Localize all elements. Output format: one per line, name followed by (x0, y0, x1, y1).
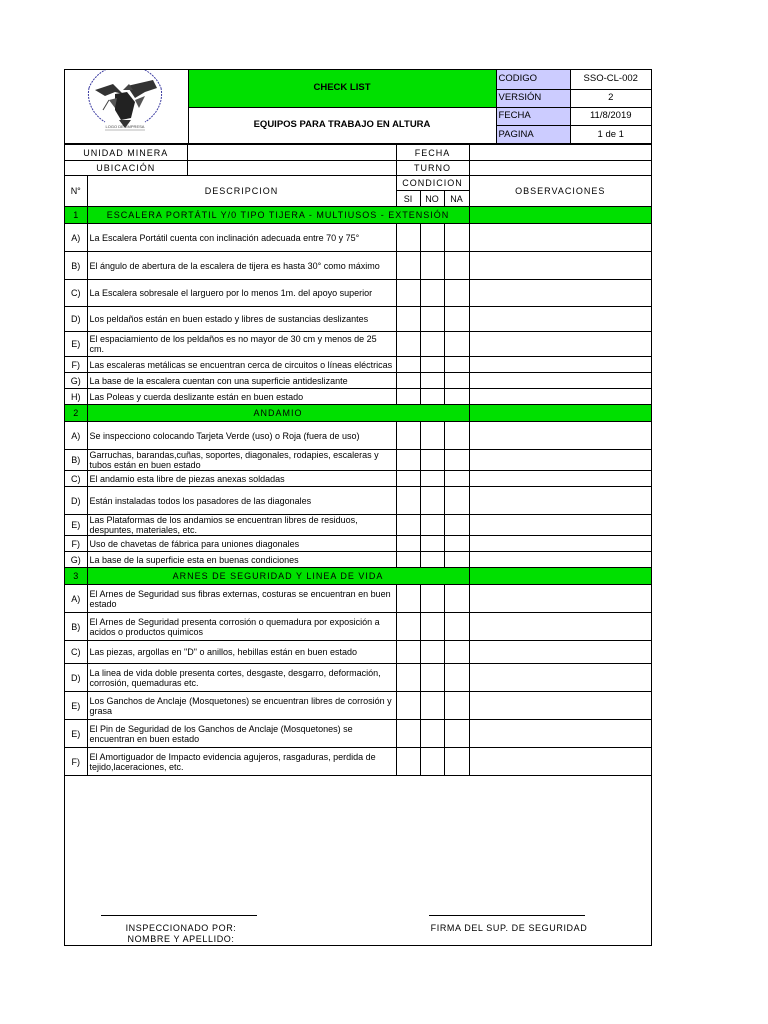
item-observaciones-field[interactable] (469, 536, 651, 552)
item-si-checkbox[interactable] (396, 515, 420, 536)
item-no-checkbox[interactable] (420, 664, 444, 692)
document-subtitle: EQUIPOS PARA TRABAJO EN ALTURA (188, 107, 496, 144)
item-no-checkbox[interactable] (420, 389, 444, 405)
item-no-checkbox[interactable] (420, 585, 444, 613)
item-na-checkbox[interactable] (444, 692, 469, 720)
item-no-checkbox[interactable] (420, 552, 444, 568)
item-letter: A) (65, 224, 87, 252)
item-description: El Pin de Seguridad de los Ganchos de Anclaje (Mosquetones) se encuentran en buen estado (87, 720, 396, 748)
item-letter: D) (65, 307, 87, 332)
item-observaciones-field[interactable] (469, 307, 651, 332)
item-letter: F) (65, 748, 87, 776)
item-description: Las Poleas y cuerda deslizante están en buen estado (87, 389, 396, 405)
item-observaciones-field[interactable] (469, 389, 651, 405)
checklist-item-row (65, 332, 651, 357)
item-letter: D) (65, 487, 87, 515)
checklist-item-row (65, 450, 651, 471)
item-letter: H) (65, 389, 87, 405)
item-description: La Escalera Portátil cuenta con inclinación adecuada entre 70 y 75° (87, 224, 396, 252)
item-observaciones-field[interactable] (469, 720, 651, 748)
checklist-item-row (65, 720, 651, 748)
item-si-checkbox[interactable] (396, 720, 420, 748)
item-description: Los Ganchos de Anclaje (Mosquetones) se encuentran libres de corrosión y grasa (87, 692, 396, 720)
item-si-checkbox[interactable] (396, 471, 420, 487)
item-observaciones-field[interactable] (469, 252, 651, 280)
item-no-checkbox[interactable] (420, 280, 444, 307)
item-si-checkbox[interactable] (396, 692, 420, 720)
checklist-sheet (64, 69, 652, 946)
item-observaciones-field[interactable] (469, 585, 651, 613)
item-no-checkbox[interactable] (420, 471, 444, 487)
item-na-checkbox[interactable] (444, 422, 469, 450)
item-na-checkbox[interactable] (444, 487, 469, 515)
item-na-checkbox[interactable] (444, 471, 469, 487)
column-no-header: NO (420, 191, 444, 207)
section-number: 3 (65, 568, 87, 585)
checklist-item-row (65, 613, 651, 641)
item-no-checkbox[interactable] (420, 720, 444, 748)
checklist-item-row (65, 692, 651, 720)
ubicacion-field[interactable] (187, 161, 396, 176)
checklist-item-row (65, 252, 651, 280)
item-na-checkbox[interactable] (444, 748, 469, 776)
item-description: El Arnes de Seguridad sus fibras externas, costuras se encuentran en buen estado (87, 585, 396, 613)
item-no-checkbox[interactable] (420, 422, 444, 450)
company-logo (65, 70, 188, 144)
item-letter: B) (65, 613, 87, 641)
item-observaciones-field[interactable] (469, 224, 651, 252)
unidad-minera-label: UNIDAD MINERA (65, 145, 187, 161)
checklist-item-row (65, 748, 651, 776)
header-table (65, 70, 651, 144)
item-observaciones-field[interactable] (469, 515, 651, 536)
item-na-checkbox[interactable] (444, 357, 469, 373)
item-letter: B) (65, 450, 87, 471)
item-si-checkbox[interactable] (396, 252, 420, 280)
checklist-item-row (65, 422, 651, 450)
item-letter: C) (65, 280, 87, 307)
section-title: ESCALERA PORTÁTIL Y/0 TIPO TIJERA - MULTIUSOS - EXTENSIÓN (87, 207, 469, 224)
item-si-checkbox[interactable] (396, 332, 420, 357)
section-title: ARNES DE SEGURIDAD Y LINEA DE VIDA (87, 568, 469, 585)
item-no-checkbox[interactable] (420, 536, 444, 552)
item-no-checkbox[interactable] (420, 641, 444, 664)
item-description: El ángulo de abertura de la escalera de tijera es hasta 30° como máximo (87, 252, 396, 280)
meta-label-pagina: PAGINA (496, 126, 570, 144)
item-description: El andamio esta libre de piezas anexas soldadas (87, 471, 396, 487)
item-na-checkbox[interactable] (444, 552, 469, 568)
signature-area (65, 789, 651, 945)
item-no-checkbox[interactable] (420, 748, 444, 776)
item-description: El Arnes de Seguridad presenta corrosión o quemadura por exposición a acidos o productos quimicos (87, 613, 396, 641)
item-letter: A) (65, 585, 87, 613)
item-na-checkbox[interactable] (444, 332, 469, 357)
checklist-item-row (65, 357, 651, 373)
supervisor-label: FIRMA DEL SUP. DE SEGURIDAD (430, 923, 588, 933)
item-description: Uso de chavetas de fábrica para uniones diagonales (87, 536, 396, 552)
item-si-checkbox[interactable] (396, 552, 420, 568)
item-si-checkbox[interactable] (396, 613, 420, 641)
item-no-checkbox[interactable] (420, 373, 444, 389)
item-no-checkbox[interactable] (420, 357, 444, 373)
meta-value-pagina: 1 de 1 (570, 126, 651, 144)
meta-value-version: 2 (570, 89, 651, 107)
item-letter: E) (65, 692, 87, 720)
checklist-table (65, 144, 651, 776)
item-si-checkbox[interactable] (396, 389, 420, 405)
checklist-item-row (65, 389, 651, 405)
item-letter: E) (65, 515, 87, 536)
item-na-checkbox[interactable] (444, 389, 469, 405)
section-number: 2 (65, 405, 87, 422)
column-condicion-header: CONDICION (396, 176, 469, 191)
item-no-checkbox[interactable] (420, 252, 444, 280)
item-si-checkbox[interactable] (396, 357, 420, 373)
item-na-checkbox[interactable] (444, 252, 469, 280)
item-letter: E) (65, 720, 87, 748)
item-na-checkbox[interactable] (444, 307, 469, 332)
item-description: La base de la superficie esta en buenas condiciones (87, 552, 396, 568)
meta-label-codigo: CODIGO (496, 70, 570, 89)
checklist-item-row (65, 224, 651, 252)
item-description: Los peldaños están en buen estado y libres de sustancias deslizantes (87, 307, 396, 332)
item-si-checkbox[interactable] (396, 307, 420, 332)
item-description: La linea de vida doble presenta cortes, desgaste, desgarro, deformación, corrosión, quemaduras etc. (87, 664, 396, 692)
item-letter: B) (65, 252, 87, 280)
item-no-checkbox[interactable] (420, 224, 444, 252)
item-na-checkbox[interactable] (444, 515, 469, 536)
item-description: El espaciamiento de los peldaños es no mayor de 30 cm y menos de 25 cm. (87, 332, 396, 357)
checklist-item-row (65, 641, 651, 664)
checklist-item-row (65, 471, 651, 487)
item-letter: D) (65, 664, 87, 692)
checklist-item-row (65, 280, 651, 307)
item-observaciones-field[interactable] (469, 664, 651, 692)
item-observaciones-field[interactable] (469, 487, 651, 515)
item-si-checkbox[interactable] (396, 585, 420, 613)
item-observaciones-field[interactable] (469, 613, 651, 641)
item-na-checkbox[interactable] (444, 536, 469, 552)
item-letter: G) (65, 552, 87, 568)
item-si-checkbox[interactable] (396, 664, 420, 692)
item-observaciones-field[interactable] (469, 280, 651, 307)
item-na-checkbox[interactable] (444, 280, 469, 307)
checklist-item-row (65, 664, 651, 692)
checklist-item-row (65, 487, 651, 515)
inspector-label-2: NOMBRE Y APELLIDO: (127, 934, 235, 944)
inspector-label-1: INSPECCIONADO POR: (125, 923, 237, 933)
item-na-checkbox[interactable] (444, 450, 469, 471)
section-observaciones (469, 568, 651, 585)
section-number: 1 (65, 207, 87, 224)
item-si-checkbox[interactable] (396, 748, 420, 776)
logo-text: LOGO DE EMPRESA (105, 124, 145, 129)
item-letter: C) (65, 641, 87, 664)
item-observaciones-field[interactable] (469, 692, 651, 720)
item-no-checkbox[interactable] (420, 692, 444, 720)
item-observaciones-field[interactable] (469, 422, 651, 450)
item-description: Garruchas, barandas,cuñas, soportes, diagonales, rodapies, escaleras y tubos están en buen estado (87, 450, 396, 471)
supervisor-signature-line[interactable] (429, 915, 585, 916)
checklist-item-row (65, 373, 651, 389)
item-si-checkbox[interactable] (396, 641, 420, 664)
checklist-item-row (65, 515, 651, 536)
item-description: Están instaladas todos los pasadores de las diagonales (87, 487, 396, 515)
item-no-checkbox[interactable] (420, 332, 444, 357)
checklist-item-row (65, 536, 651, 552)
checklist-item-row (65, 307, 651, 332)
item-description: Se inspecciono colocando Tarjeta Verde (uso) o Roja (fuera de uso) (87, 422, 396, 450)
section-title: ANDAMIO (87, 405, 469, 422)
column-observaciones-header: OBSERVACIONES (469, 176, 651, 207)
item-observaciones-field[interactable] (469, 373, 651, 389)
item-description: La base de la escalera cuentan con una superficie antideslizante (87, 373, 396, 389)
document-title: CHECK LIST (188, 70, 496, 107)
item-observaciones-field[interactable] (469, 332, 651, 357)
section-observaciones (469, 207, 651, 224)
column-si-header: SI (396, 191, 420, 207)
item-letter: E) (65, 332, 87, 357)
item-no-checkbox[interactable] (420, 515, 444, 536)
item-description: El Amortiguador de Impacto evidencia agujeros, rasgaduras, perdida de tejido,laceraciones, etc. (87, 748, 396, 776)
ubicacion-label: UBICACIÓN (65, 161, 187, 176)
unidad-minera-field[interactable] (187, 145, 396, 161)
item-observaciones-field[interactable] (469, 641, 651, 664)
section-observaciones (469, 405, 651, 422)
item-si-checkbox[interactable] (396, 487, 420, 515)
item-observaciones-field[interactable] (469, 748, 651, 776)
meta-label-fecha: FECHA (496, 107, 570, 126)
item-letter: C) (65, 471, 87, 487)
item-observaciones-field[interactable] (469, 552, 651, 568)
item-na-checkbox[interactable] (444, 585, 469, 613)
item-na-checkbox[interactable] (444, 641, 469, 664)
checklist-item-row (65, 585, 651, 613)
fecha-label: FECHA (396, 145, 469, 161)
item-description: La Escalera sobresale el larguero por lo menos 1m. del apoyo superior (87, 280, 396, 307)
meta-value-fecha: 11/8/2019 (570, 107, 651, 126)
item-letter: F) (65, 357, 87, 373)
item-si-checkbox[interactable] (396, 373, 420, 389)
inspector-signature-line[interactable] (101, 915, 257, 916)
column-num-header: N° (65, 176, 87, 207)
item-observaciones-field[interactable] (469, 450, 651, 471)
item-observaciones-field[interactable] (469, 471, 651, 487)
item-si-checkbox[interactable] (396, 224, 420, 252)
item-na-checkbox[interactable] (444, 664, 469, 692)
item-si-checkbox[interactable] (396, 422, 420, 450)
checklist-item-row (65, 552, 651, 568)
item-observaciones-field[interactable] (469, 357, 651, 373)
column-na-header: NA (444, 191, 469, 207)
item-letter: F) (65, 536, 87, 552)
item-na-checkbox[interactable] (444, 373, 469, 389)
item-si-checkbox[interactable] (396, 280, 420, 307)
item-letter: G) (65, 373, 87, 389)
meta-value-codigo: SSO-CL-002 (570, 70, 651, 89)
eagle-logo-icon (65, 70, 186, 140)
item-si-checkbox[interactable] (396, 536, 420, 552)
item-no-checkbox[interactable] (420, 487, 444, 515)
item-description: Las Plataformas de los andamios se encuentran libres de residuos, despuntes, materiales, etc. (87, 515, 396, 536)
item-no-checkbox[interactable] (420, 613, 444, 641)
fecha-field[interactable] (469, 145, 651, 161)
item-na-checkbox[interactable] (444, 720, 469, 748)
turno-label: TURNO (396, 161, 469, 176)
column-descripcion-header: DESCRIPCION (87, 176, 396, 207)
item-description: Las piezas, argollas en "D" o anillos, hebillas están en buen estado (87, 641, 396, 664)
item-na-checkbox[interactable] (444, 613, 469, 641)
item-no-checkbox[interactable] (420, 450, 444, 471)
item-na-checkbox[interactable] (444, 224, 469, 252)
item-si-checkbox[interactable] (396, 450, 420, 471)
turno-field[interactable] (469, 161, 651, 176)
item-letter: A) (65, 422, 87, 450)
item-no-checkbox[interactable] (420, 307, 444, 332)
meta-label-version: VERSIÓN (496, 89, 570, 107)
item-description: Las escaleras metálicas se encuentran cerca de circuitos o líneas eléctricas (87, 357, 396, 373)
